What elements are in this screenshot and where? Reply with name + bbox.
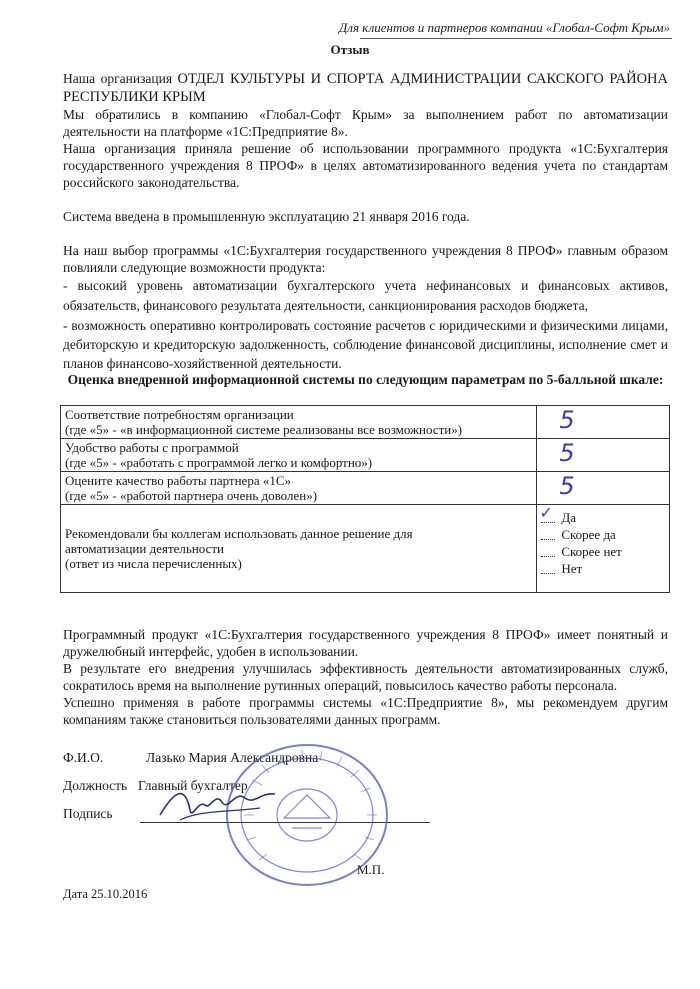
score-cell [537, 439, 670, 472]
intro-section [63, 70, 668, 373]
stamp-place-label: М.П. [357, 862, 385, 877]
option-rather-no[interactable]: Скорее нет [541, 543, 665, 560]
intro-paragraph-7: - возможность оперативно контролировать состояние расчетов с юридическими и физическими лицами, дебиторскую и кредиторскую задолженность, соблюдение финансовой дисциплины, исполнение смет и планов финансово-хозяйственной деятельности. [63, 318, 668, 371]
score-handwritten: 5 [559, 439, 575, 467]
table-row [61, 505, 670, 593]
evaluation-table [60, 405, 670, 593]
fio-value: Лазько Мария Александровна [146, 750, 319, 765]
header-rule [360, 38, 672, 39]
position-label: Должность [63, 778, 128, 793]
conclusion-paragraph-1: Программный продукт «1С:Бухгалтерия государственного учреждения 8 ПРОФ» имеет понятный и дружелюбный интерфейс, удобен в использовании. [63, 627, 668, 659]
score-cell [537, 472, 670, 505]
document-title: Отзыв [330, 42, 370, 57]
table-row [61, 439, 670, 472]
score-handwritten: 5 [559, 472, 575, 500]
checkmark-icon: ✓ [539, 502, 553, 522]
intro-paragraph-3: Наша организация приняла решение об использовании программного продукта «1С:Бухгалтерия государственного учреждения 8 ПРОФ» в целях автоматизированного ведения учета по стандартам российского законодательства. [63, 141, 668, 190]
option-rather-yes[interactable]: Скорее да [541, 526, 665, 543]
signature-label: Подпись [63, 806, 113, 821]
question-cell: Удобство работы с программой (где «5» - «работать с программой легко и комфортно») [61, 439, 537, 472]
question-cell: Рекомендовали бы коллегам использовать данное решение для автоматизации деятельности (ответ из числа перечисленных) [61, 505, 537, 593]
option-yes[interactable]: ✓ Да [539, 502, 576, 525]
table-row [61, 406, 670, 439]
intro-paragraph-4: Система введена в промышленную эксплуатацию 21 января 2016 года. [63, 209, 470, 224]
score-handwritten: 5 [559, 406, 575, 434]
intro-prefix: Наша организация [63, 71, 178, 86]
intro-paragraph-5: На наш выбор программы «1С:Бухгалтерия государственного учреждения 8 ПРОФ» главным образом повлияли следующие возможности продукта: [63, 243, 668, 275]
organization-name: ОТДЕЛ КУЛЬТУРЫ И СПОРТА АДМИНИСТРАЦИИ САКСКОГО РАЙОНА РЕСПУБЛИКИ КРЫМ [63, 71, 668, 105]
option-no[interactable]: Нет [541, 560, 665, 577]
handwritten-signature-icon [150, 780, 280, 830]
score-cell [537, 406, 670, 439]
document-date: Дата 25.10.2016 [63, 887, 148, 901]
conclusion-section [63, 626, 668, 728]
question-cell: Оцените качество работы партнера «1С» (где «5» - «работой партнера очень доволен») [61, 472, 537, 505]
fio-label: Ф.И.О. [63, 750, 104, 765]
intro-paragraph-6: - высокий уровень автоматизации бухгалтерского учета нефинансовых и финансовых активов, обязательств, финансового результата деятельности, санкционирования расходов бюджета, [63, 278, 668, 313]
conclusion-paragraph-3: Успешно применяя в работе программы системы «1С:Предприятие 8», мы рекомендуем другим компаниям также становиться пользователями данных программ. [63, 695, 668, 727]
header-note: Для клиентов и партнеров компании «Глобал-Софт Крым» [339, 20, 670, 35]
evaluation-caption: Оценка внедренной информационной системы по следующим параметрам по 5-балльной шкале: [67, 372, 664, 387]
signature-row [63, 806, 113, 822]
intro-organization [63, 70, 668, 106]
table-row [61, 472, 670, 505]
conclusion-paragraph-2: В результате его внедрения улучшилась эффективность деятельности автоматизированных служб, сократилось время на выполнение рутинных операций, повысилось качество работы персонала. [63, 661, 668, 693]
question-cell: Соответствие потребностям организации (где «5» - «в информационной системе реализованы все возможности») [61, 406, 537, 439]
intro-paragraph-2: Мы обратились в компанию «Глобал-Софт Крым» за выполнением работ по автоматизации деятельности на платформе «1С:Предприятие 8». [63, 107, 668, 139]
recommend-options [537, 502, 670, 593]
position-value: Главный бухгалтер [137, 778, 248, 793]
